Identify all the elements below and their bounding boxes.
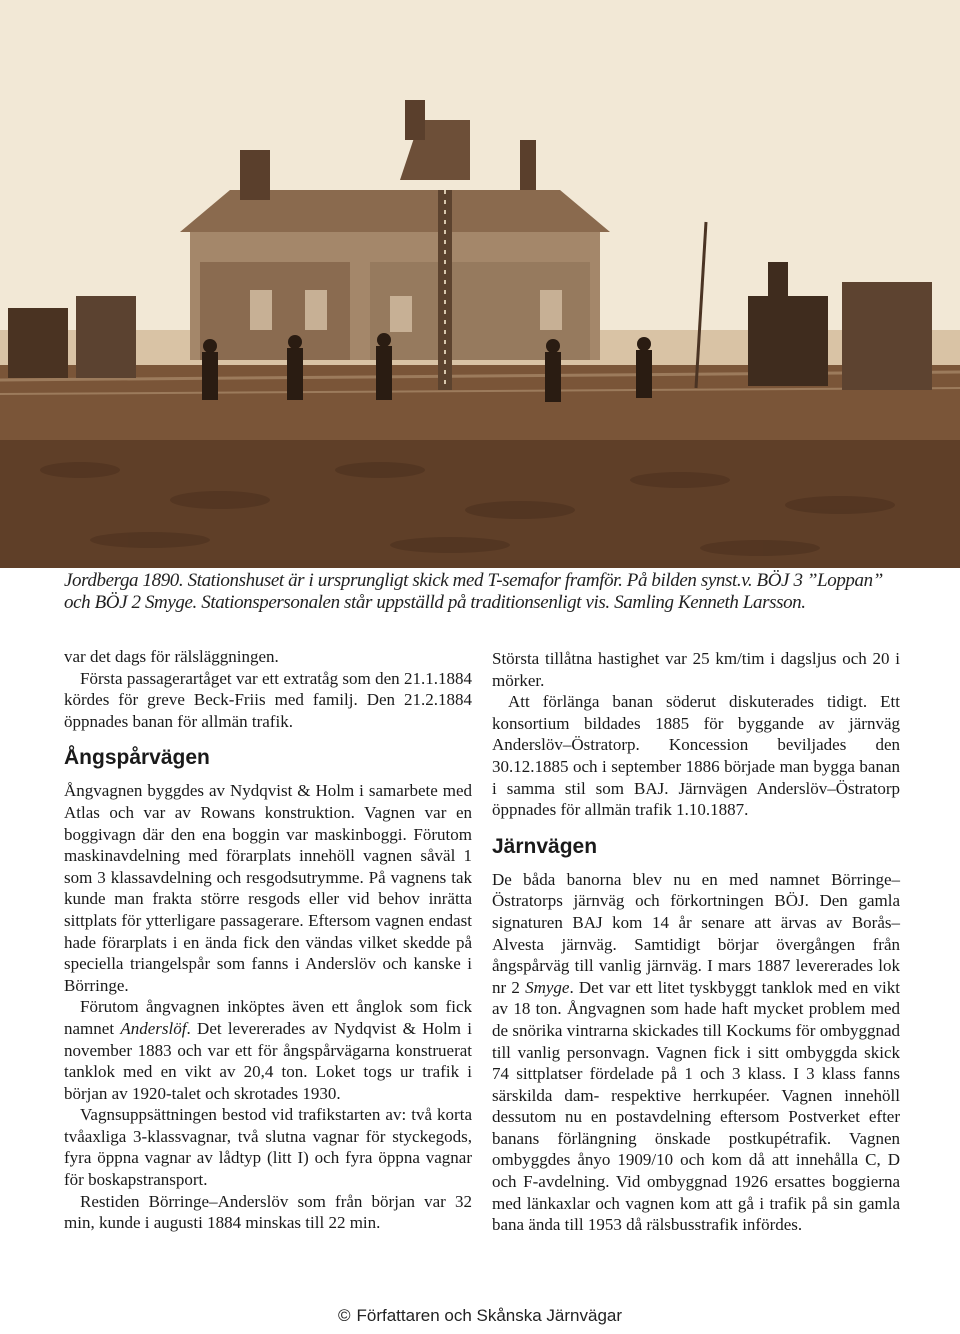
station-photograph <box>0 0 960 568</box>
paragraph: Restiden Börringe–Anderslöv som från början var 32 min, kunde i augusti 1884 minskas till 22 min. <box>64 1191 472 1233</box>
paragraph: Ångvagnen byggdes av Nydqvist & Holm i samarbete med Atlas och var av Rowans konstruktion. Vagnen var en boggivagn där den ena boggin var maskinboggi. Förutom maskinavdelning med förarplats innehöll vagnen såväl 1 som 3 klassavdelning och resgodsutrymme. På vagnens tak kunde man frakta större resgods eller vid behov inrätta sittplats för ytterligare passagerare. Eftersom vagnen endast hade förarplats i en ända fick den vändas vilket skedde på speciella triangelspår som fanns i Anderslöv och kanske i Börringe. <box>64 781 472 995</box>
section-heading-jarnvagen: Järnvägen <box>492 834 598 858</box>
right-column <box>492 648 900 1236</box>
copyright-icon: © <box>337 1306 351 1325</box>
left-column <box>64 646 472 1234</box>
photo-caption: Jordberga 1890. Stationshuset är i ursprungligt skick med T-semafor framför. På bilden synst.v. BÖJ 3 ”Loppan” och BÖJ 2 Smyge. Stationspersonalen står uppställd på traditionsenligt vis. Samling Kenneth Larsson. <box>64 570 883 613</box>
paragraph: var det dags för rälsläggningen. <box>64 647 279 666</box>
paragraph: Vagnsuppsättningen bestod vid trafikstarten av: två korta tvåaxliga 3-klassvagnar, två slutna vagnar för styckegods, fyra öppna vagnar av lådtyp (litt I) och fyra öppna vagnar för boskapstransport. <box>64 1105 472 1190</box>
loco-name-anderslof: Anderslöf <box>120 1018 187 1038</box>
page-footer <box>0 1306 960 1326</box>
loco-name-smyge: Smyge <box>525 977 570 997</box>
paragraph: Att förlänga banan söderut diskuterades tidigt. Ett konsortium bildades 1885 för byggande av järnväg Anderslöv–Östratorp. Koncession beviljades den 30.12.1885 och i september 1886 började man bygga banan i samma stil som BAJ. Järnvägen Anderslöv–Östratorp öppnades för allmän trafik 1.10.1887. <box>492 692 900 820</box>
paragraph: Förutom ångvagnen inköptes även ett ånglok som fick namnet Anderslöf. Det levererades av Nydqvist & Holm i november 1883 och var ett för ångspårvägarna konstruerat tanklok med en vikt av 20,4 ton. Loket togs ur trafik i början av 1920-talet och skrotades 1930. <box>64 997 472 1103</box>
paragraph: Första passagerartåget var ett extratåg som den 21.1.1884 kördes för greve Beck-Friis med familj. Den 21.2.1884 öppnades banan för allmän trafik. <box>64 668 472 731</box>
footer-text: Författaren och Skånska Järnvägar <box>356 1306 623 1325</box>
paragraph: Största tillåtna hastighet var 25 km/tim i dagsljus och 20 i mörker. <box>492 649 900 690</box>
paragraph: De båda banorna blev nu en med namnet Börringe–Östratorps järnväg och förkortningen BÖJ. Den gamla signaturen BAJ kom 14 år senare att ärvas av Borås–Alvesta järnväg. Samtidigt börjar övergången från ångspårväg till vanlig järnväg. I mars 1887 levererades lok nr 2 Smyge. Det var ett litet tyskbyggt tanklok med en vikt av 18 ton. Ångvagnen som hade haft mycket problem med de snörika vintrarna skickades till Kockums för ombyggnad till vanlig personvagn. Vagnen fick i sitt ombyggda skick 74 sittplatser fördelade på 1 och 3 klass. I 3 klass fanns särskilda dam- respektive herrkupéer. Vagnen innehöll dessutom nu en postavdelning eftersom Postverket efter banans förlängning önskade postkupétrafik. Vagnen ombyggdes ånyo 1909/10 och kom då att innehålla C, D och F-avdelning. Vid ombyggnad 1926 ersattes boggierna med länkaxlar och vagnen kom att gå i trafik på sin gamla bana ända till 1953 då rälsbusstrafik infördes. <box>492 869 900 1235</box>
section-heading-angsparvagen: Ångspårvägen <box>64 746 210 770</box>
